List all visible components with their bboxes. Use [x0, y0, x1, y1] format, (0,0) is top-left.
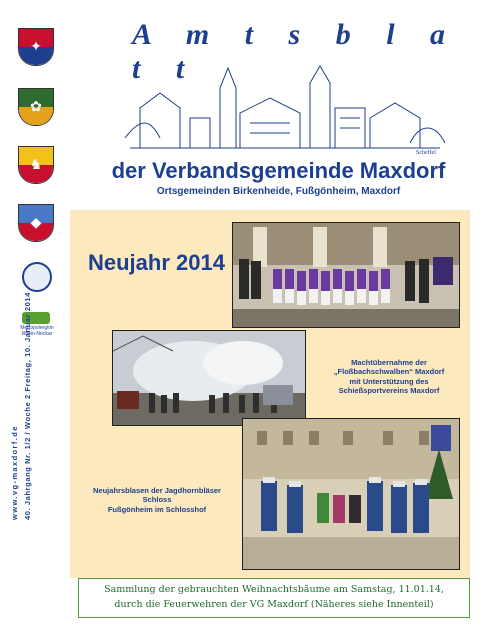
caption-floss: Machtübernahme der „Floßbachschwalben“ Maxdorf mit Unterstützung des Schießsportvereins Maxdorf [333, 358, 445, 396]
notice-box [78, 578, 470, 618]
drawing-signature: Scheffel [416, 150, 436, 156]
issue-info [10, 292, 32, 520]
sidebar [0, 0, 70, 640]
globe-logo [22, 262, 52, 292]
crest-maxdorf: ◆ [18, 204, 54, 242]
metropolregion-logo-text: Metropolregion Rhein-Neckar [20, 325, 54, 337]
subtitle: der Verbandsgemeinde Maxdorf [111, 158, 446, 183]
photo-salute-smoke [112, 330, 306, 426]
crest-verbandsgemeinde: ✦ [18, 28, 54, 66]
issue-date: 40. Jahrgang Nr. 1/2 / Woche 2 Freitag, 10. Januar 2014 [23, 292, 32, 520]
crest-fussgoenheim: ♞ [18, 146, 54, 184]
masthead [70, 0, 487, 205]
notice-line-1: Sammlung der gebrauchten Weihnachtsbäume am Samstag, 11.01.14, [104, 584, 444, 595]
photo-group-parade [232, 222, 460, 328]
member-towns: Ortsgemeinden Birkenheide, Fußgönheim, Maxdorf [156, 186, 401, 197]
crest-birkenheide: ✿ [18, 88, 54, 126]
feature-panel [70, 210, 470, 578]
town-illustration [120, 58, 450, 156]
feature-heading: Neujahr 2014 [88, 250, 225, 275]
page-title: A m t s b l a t t [132, 18, 460, 85]
notice-line-2: durch die Feuerwehren der VG Maxdorf (Näheres siehe Innenteil) [114, 599, 434, 610]
website: www.vg-maxdorf.de [10, 425, 19, 520]
photo-horn-players [242, 418, 460, 570]
caption-hornblasen: Neujahrsblasen der Jagdhornbläser Schloss Fußgönheim im Schlosshof [93, 486, 221, 514]
